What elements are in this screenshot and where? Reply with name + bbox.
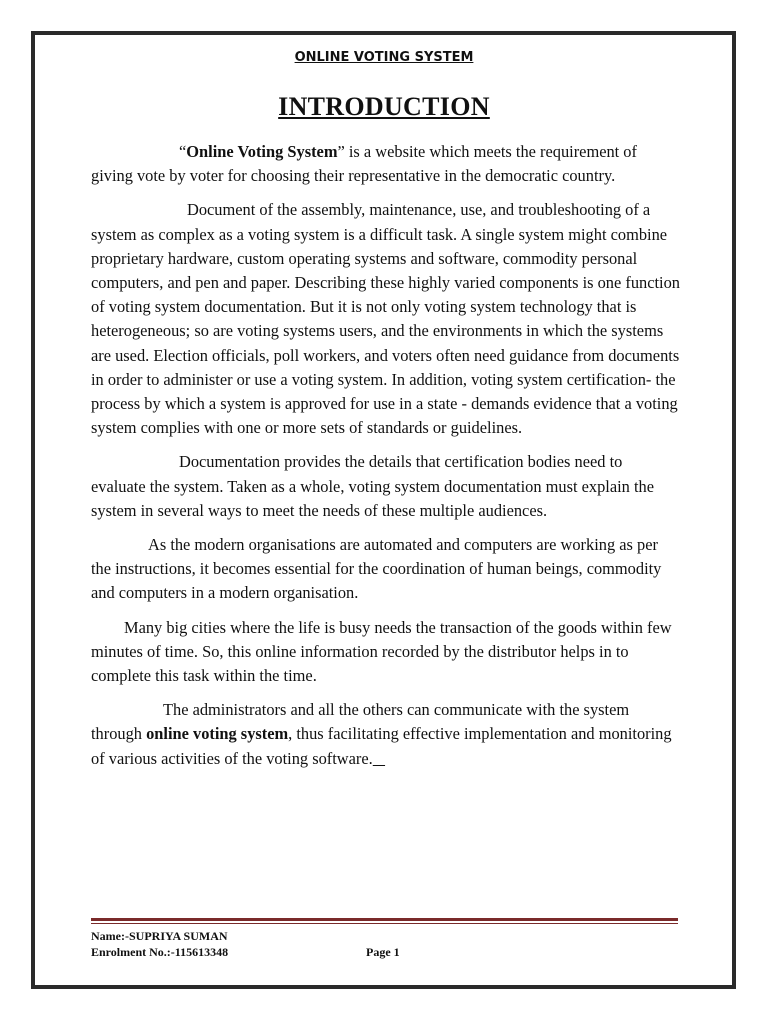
paragraph-5: Many big cities where the life is busy needs the transaction of the goods within few minutes of time. So, this online information recorded by the distributor helps in to complete this task within the time. [91, 617, 672, 686]
footer-name: Name:-SUPRIYA SUMAN [91, 929, 228, 943]
footer-rule-thin [91, 923, 678, 924]
page-footer [91, 928, 400, 960]
paragraph-3: Documentation provides the details that certification bodies need to evaluate the system. Taken as a whole, voting system documentation must explain the system in several ways to meet the needs of these multiple audiences. [91, 452, 654, 520]
paragraph-1 [91, 140, 681, 188]
document-header: ONLINE VOTING SYSTEM [294, 50, 474, 65]
footer-row [91, 944, 400, 960]
trailing-underline [373, 749, 385, 768]
page-title: INTRODUCTION [278, 92, 490, 121]
paragraph-2: Document of the assembly, maintenance, use, and troubleshooting of a system as complex as a voting system is a difficult task. A single system might combine proprietary hardware, custom operating systems and software, commodity personal computers, and pen and paper. Describing these highly varied components is one function of voting system documentation. But it is not only voting system technology that is heterogeneous; so are voting systems users, and the environments in which the systems are used. Election officials, poll workers, and voters often need guidance from documents in order to administer or use a voting system. In addition, voting system certification- the process by which a system is approved for use in a state - demands evidence that a voting system complies with one or more sets of standards or guidelines. [91, 200, 680, 438]
paragraph-6 [91, 698, 681, 771]
paragraph-6-end: , thus facilitating effective implementation and monitoring of various activities of the voting software. [91, 724, 672, 768]
bold-term-online-voting-system-2: online voting system [146, 724, 289, 744]
paragraph-6-start: The administrators and all the others can communicate with the system through [91, 700, 630, 744]
footer-page-number: Page 1 [366, 945, 400, 959]
footer-enrolment: Enrolment No.:-115613348 [91, 945, 229, 959]
footer-rule-thick [91, 918, 678, 921]
quote-open: “ [179, 142, 187, 161]
paragraph-1-text: ” is a website which meets the requirement of giving vote by voter for choosing their representative in the democratic country. [91, 142, 637, 186]
paragraph-4: As the modern organisations are automated and computers are working as per the instructions, it becomes essential for the coordination of human beings, commodity and computers in a modern organisation. [91, 535, 662, 603]
document-body [91, 140, 681, 781]
bold-term-online-voting-system: Online Voting System [186, 142, 338, 161]
